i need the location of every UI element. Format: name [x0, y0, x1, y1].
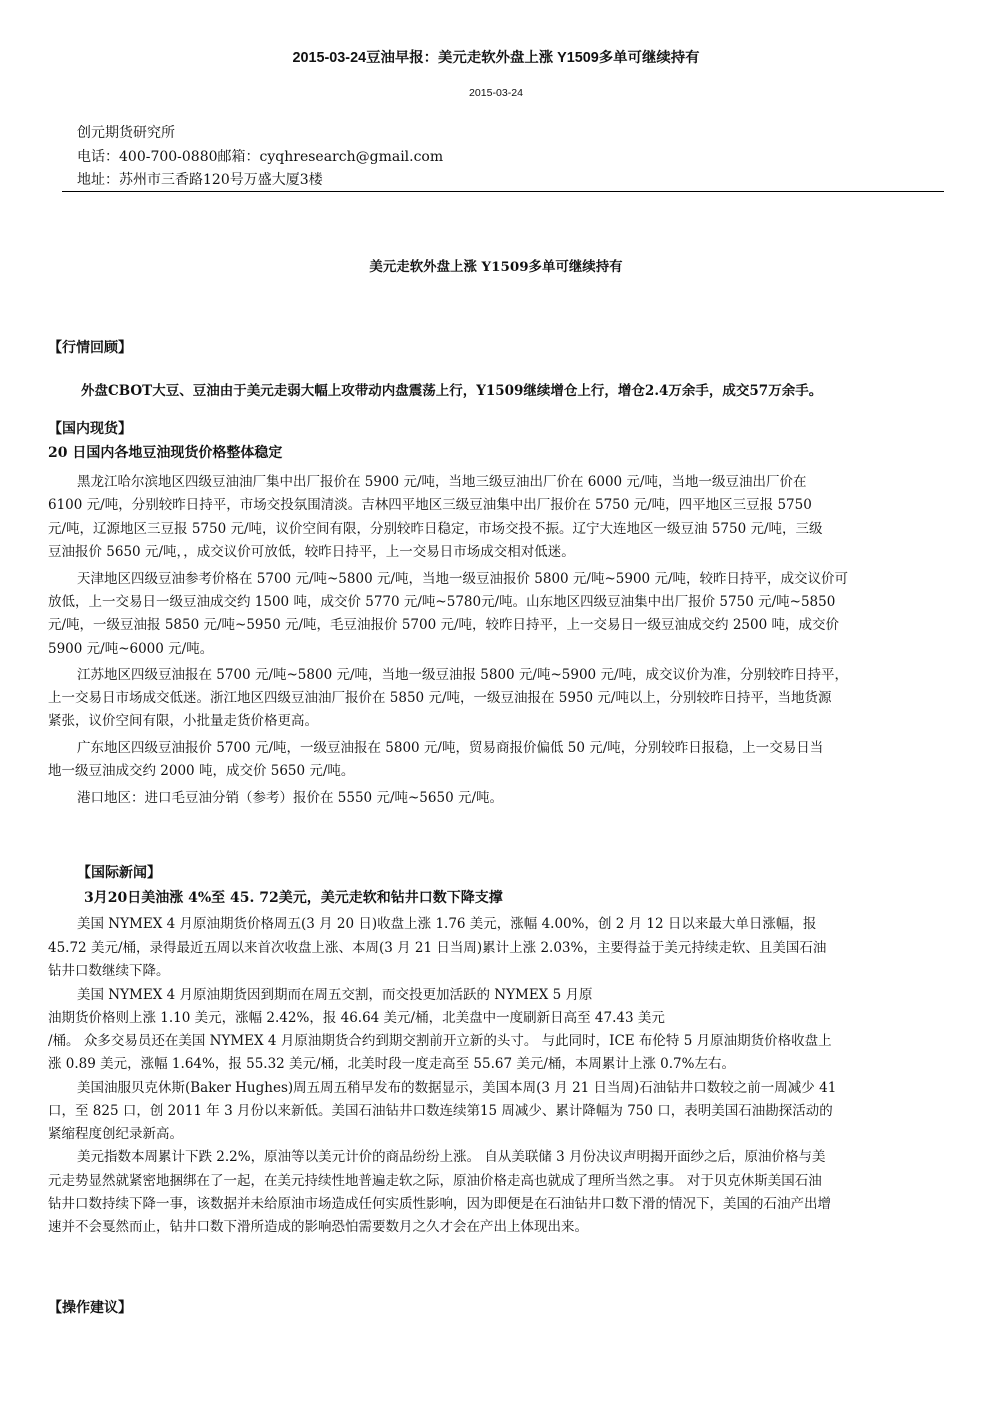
domestic-line: 元/吨，辽源地区三豆报 5750 元/吨，议价空间有限，分别较昨日稳定，市场交投不振。辽宁大连地区一级豆油 5750 元/吨，三级	[48, 521, 823, 537]
international-line: 油期货价格则上涨 1.10 美元，涨幅 2.42%，报 46.64 美元/桶，北美盘中一度刷新日高至 47.43 美元	[48, 1010, 665, 1026]
international-line: 45.72 美元/桶，录得最近五周以来首次收盘上涨、本周(3 月 21 日当周)累计上涨 2.03%，主要得益于美元持续走软、且美国石油	[48, 940, 827, 956]
domestic-line: 放低，上一交易日一级豆油成交约 1500 吨，成交价 5770 元/吨~5780元/吨。山东地区四级豆油集中出厂报价 5750 元/吨~5850	[48, 594, 836, 610]
international-line: 元走势显然就紧密地捆绑在了一起，在美元持续性地普遍走软之际，原油价格走高也就成了理所当然之事。 对于贝克休斯美国石油	[48, 1173, 822, 1189]
domestic-line: 上一交易日市场成交低迷。浙江地区四级豆油油厂报价在 5850 元/吨，一级豆油报在 5950 元/吨以上，分别较昨日持平，当地货源	[48, 690, 832, 706]
international-line: 口，至 825 口，创 2011 年 3 月份以来新低。美国石油钻井口数连续第15 周减少、累计降幅为 750 口，表明美国石油勘探活动的	[48, 1103, 833, 1119]
domestic-line: 天津地区四级豆油参考价格在 5700 元/吨~5800 元/吨，当地一级豆油报价 5800 元/吨~5900 元/吨，较昨日持平，成交议价可	[77, 571, 848, 587]
article-title: 美元走软外盘上涨 Y1509多单可继续持有	[369, 259, 623, 275]
international-subheading: 3月20日美油涨 4%至 45. 72美元，美元走软和钻井口数下降支撑	[84, 890, 503, 906]
domestic-line: 地一级豆油成交约 2000 吨，成交价 5650 元/吨。	[48, 763, 355, 779]
org-name: 创元期货研究所	[77, 125, 175, 141]
section-heading-domestic: 【国内现货】	[48, 421, 132, 437]
section-heading-advice: 【操作建议】	[48, 1300, 132, 1316]
contact-line: 电话：400-700-0880邮箱：cyqhresearch@gmail.com	[77, 149, 444, 165]
address-line: 地址：苏州市三香路120号万盛大厦3楼	[77, 172, 323, 188]
domestic-line: 6100 元/吨，分别较昨日持平，市场交投氛围清淡。吉林四平地区三级豆油集中出厂报价在 5750 元/吨，四平地区三豆报 5750	[48, 497, 812, 513]
domestic-line: 江苏地区四级豆油报在 5700 元/吨~5800 元/吨，当地一级豆油报 5800 元/吨~5900 元/吨，成交议价为准，分别较昨日持平，	[77, 667, 848, 683]
international-line: /桶。 众多交易员还在美国 NYMEX 4 月原油期货合约到期交割前开立新的头寸。 与此同时，ICE 布伦特 5 月原油期货价格收盘上	[48, 1033, 832, 1049]
international-line: 钻井口数持续下降一事，该数据并未给原油市场造成任何实质性影响，因为即便是在石油钻井口数下滑的情况下，美国的石油产出增	[48, 1196, 831, 1212]
domestic-line: 紧张，议价空间有限，小批量走货价格更高。	[48, 713, 318, 729]
international-line: 速并不会戛然而止，钻井口数下滑所造成的影响恐怕需要数月之久才会在产出上体现出来。	[48, 1219, 588, 1235]
domestic-line: 黑龙江哈尔滨地区四级豆油油厂集中出厂报价在 5900 元/吨，当地三级豆油出厂价在 6000 元/吨，当地一级豆油出厂价在	[77, 474, 807, 490]
international-line: 美国 NYMEX 4 月原油期货因到期而在周五交割，而交投更加活跃的 NYMEX 5 月原	[77, 987, 593, 1003]
report-date: 2015-03-24	[469, 87, 523, 99]
report-title: 2015-03-24豆油早报：美元走软外盘上涨 Y1509多单可继续持有	[292, 50, 700, 66]
international-line: 涨 0.89 美元，涨幅 1.64%，报 55.32 美元/桶，北美时段一度走高至 55.67 美元/桶，本周累计上涨 0.7%左右。	[48, 1056, 735, 1072]
international-line: 钻井口数继续下降。	[48, 963, 170, 979]
domestic-line: 5900 元/吨~6000 元/吨。	[48, 641, 214, 657]
international-line: 美国油服贝克休斯(Baker Hughes)周五周五稍早发布的数据显示，美国本周(3 月 21 日当周)石油钻井口数较之前一周减少 41	[77, 1080, 837, 1096]
domestic-line: 港口地区：进口毛豆油分销（参考）报价在 5550 元/吨~5650 元/吨。	[77, 790, 503, 806]
international-line: 紧缩程度创纪录新高。	[48, 1126, 183, 1142]
review-summary: 外盘CBOT大豆、豆油由于美元走弱大幅上攻带动内盘震荡上行，Y1509继续增仓上行，增仓2.4万余手，成交57万余手。	[81, 383, 823, 399]
domestic-line: 广东地区四级豆油报价 5700 元/吨，一级豆油报在 5800 元/吨，贸易商报价偏低 50 元/吨，分别较昨日报稳，上一交易日当	[77, 740, 824, 756]
section-heading-review: 【行情回顾】	[48, 340, 132, 356]
domestic-line: 豆油报价 5650 元/吨，，成交议价可放低，较昨日持平，上一交易日市场成交相对低迷。	[48, 544, 575, 560]
section-heading-international: 【国际新闻】	[77, 865, 161, 881]
international-line: 美元指数本周累计下跌 2.2%，原油等以美元计价的商品纷纷上涨。 自从美联储 3 月份决议声明揭开面纱之后，原油价格与美	[77, 1149, 826, 1165]
header-divider	[62, 191, 944, 192]
domestic-line: 元/吨，一级豆油报 5850 元/吨~5950 元/吨，毛豆油报价 5700 元/吨，较昨日持平，上一交易日一级豆油成交约 2500 吨，成交价	[48, 617, 839, 633]
domestic-subheading: 20 日国内各地豆油现货价格整体稳定	[48, 445, 283, 461]
international-line: 美国 NYMEX 4 月原油期货价格周五(3 月 20 日)收盘上涨 1.76 美元，涨幅 4.00%，创 2 月 12 日以来最大单日涨幅，报	[77, 916, 817, 932]
